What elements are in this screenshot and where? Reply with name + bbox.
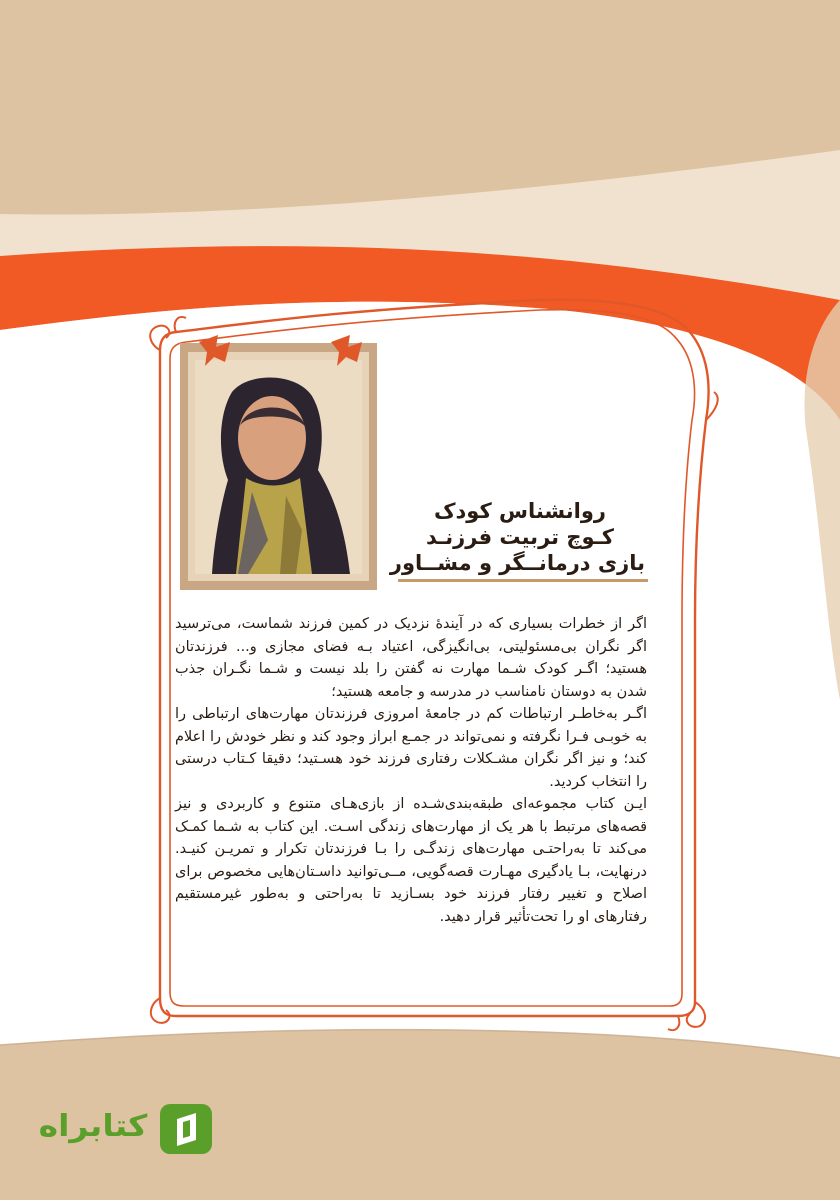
description-paragraph: ایـن کتاب مجموعه‌ای طبقه‌بندی‌شـده از بازی‌هـای متنوع و کاربردی و نیز قصه‌های مرتبط با هر یک از مهارت‌های زندگی اسـت. این کتاب به شـما کمـک می‌کند تا به‌راحتـی مهارت‌های زندگـی را بـا فرزندتان تکرار و تمریـن کنیـد. درنهایت، بـا یادگیری مهـارت قصه‌گویی، مــی‌توانید داسـتان‌هایی مخصوص برای اصلاح و تغییر رفتار فرزند خود بسـازید تا به‌راحتی و به‌طور غیرمستقیم رفتارهای او را تحت‌تأثیر قرار دهید. (175, 796, 647, 925)
description-paragraph: اگر از خطرات بسیاری که در آیندهٔ نزدیک در کمین فرزند شماست، می‌ترسید اگر نگران بی‌مسئولیتی، بی‌انگیزگی، اعتیاد بـه فضای مجازی و... فرزندتان هستید؛ اگـر کودک شـما مهارت نه گفتن را بلد نیست و شـما نگـران جذب شدن به دوستان نامناسب در مدرسه و جامعه هستید؛ (175, 616, 647, 700)
author-photo (180, 343, 377, 590)
publisher-logo-icon (160, 1104, 212, 1154)
book-description (175, 613, 647, 928)
author-credentials (389, 498, 645, 576)
description-paragraph: اگـر به‌خاطـر ارتباطات کم در جامعهٔ امروزی فرزندتان مهارت‌های ارتباطی را به خوبـی فـرا نگرفته و نمی‌تواند در جمـع ابراز وجود کند و نظر خودش را اعلام کند؛ و نیز اگر نگران مشـکلات رفتاری فرزند خود هسـتید؛ دقیقا کـتاب درستی را انتخاب کردید. (175, 706, 647, 790)
credential-line: کـوچ تربیت فرزنـد (425, 525, 615, 549)
publisher-logo-text: کتابراه (38, 1109, 148, 1144)
credential-line: روانشناس کودک (434, 499, 606, 523)
credential-line: بازی درمانــگر و مشــاور (389, 551, 645, 575)
credentials-divider (398, 579, 648, 582)
